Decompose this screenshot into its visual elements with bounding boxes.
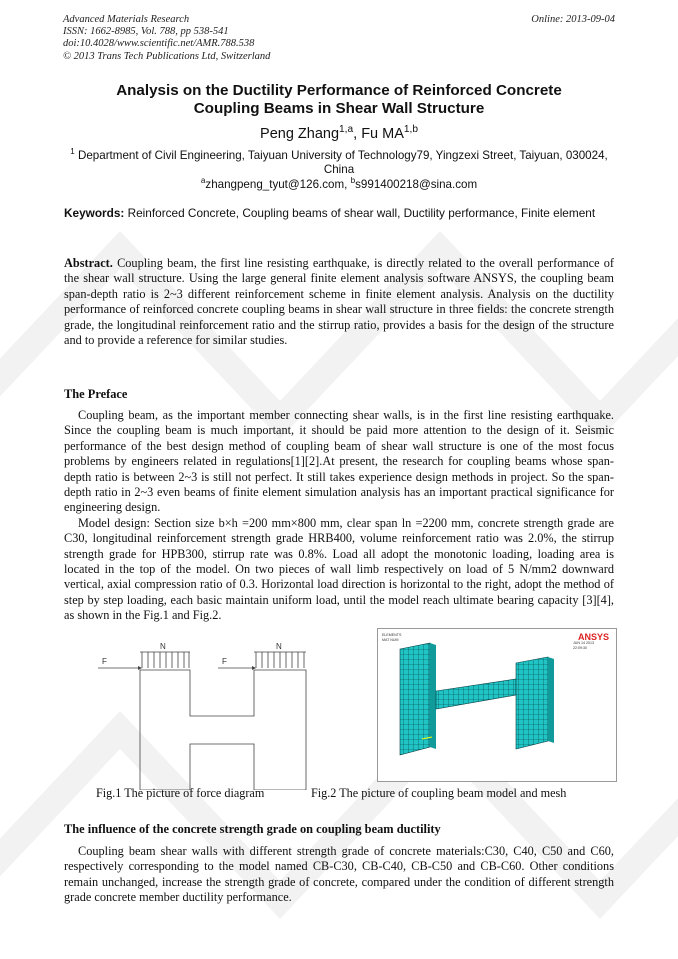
keywords-label: Keywords:	[64, 206, 125, 220]
concrete-strength-body	[64, 844, 614, 906]
ansys-panel	[377, 628, 617, 782]
abstract	[64, 256, 614, 348]
copyright-line: © 2013 Trans Tech Publications Ltd, Switzerland	[63, 50, 271, 62]
title-line-1: Analysis on the Ductility Performance of Reinforced Concrete	[116, 82, 562, 99]
paper-title	[40, 82, 638, 118]
label-f-left: F	[102, 657, 107, 666]
doi-line: doi:10.4028/www.scientific.net/AMR.788.538	[63, 38, 255, 50]
ansys-time: 22:09:30	[573, 646, 587, 650]
author-list	[40, 126, 638, 142]
label-n-right: N	[276, 642, 282, 651]
author-1-affil: 1,a	[339, 124, 354, 136]
email-a: zhangpeng_tyut@126.com	[205, 177, 345, 191]
ansys-info-1: ELEMENTS	[382, 633, 402, 637]
online-date: Online: 2013-09-04	[531, 14, 615, 25]
force-diagram	[94, 640, 344, 790]
fig1-caption: Fig.1 The picture of force diagram	[96, 786, 265, 800]
preface-paragraph-2: Model design: Section size b×h =200 mm×800 mm, clear span ln =2200 mm, concrete strength grade are C30, longitudinal reinforcement strength grade HRB400, volume reinforcement ratio was 2.0%, the stirrup strength grade for HPB300, stirrup rate was 0.8%. Load all adopt the monotonic loading, loading area is located in the top of the model. On two pieces of wall limb respectively on load of 5 N/mm2 downward vertical, axial compression ratio of 0.3. Horizontal load direction is horizontal to the right, adopt the method of step by step loading, each basic maintain uniform load, until the model reach ultimate bearing capacity [3][4], as shown in the Fig.1 and Fig.2.	[64, 515, 614, 623]
preface-paragraph-1: Coupling beam, as the important member connecting shear walls, is in the first line resisting earthquake. Since the coupling beam is much important, it should be paid more attention to the design of it. Seismic performance of the best design method of coupling beam of shear wall structure is one of the most focus problems by engineers related in regulations[1][2].At present, the research for coupling beams whose span-depth ratio is between 2~3 is still not perfect. It still takes experience design methods in project. So the span-depth ratio in 2~3 even beams of finite element simulation analysis has an important practical significance for engineering design.	[64, 408, 614, 515]
ansys-mesh-render	[378, 629, 616, 781]
ansys-date: JUN 14 2013	[573, 641, 594, 645]
abstract-label: Abstract.	[64, 256, 113, 270]
keywords	[64, 206, 614, 221]
ansys-info-2: MAT NUM	[382, 638, 399, 642]
author-1: Peng Zhang	[260, 126, 340, 142]
affil-number: 1	[70, 147, 75, 157]
abstract-text: Coupling beam, the first line resisting earthquake, is directly related to the overall performance of the shear wall structure. Using the large general finite element analysis software ANSYS, the coupling beam span-depth ratio is 2~3 different reinforcement scheme in finite element analysis. Analysis on the ductility performance of reinforced concrete coupling beams in shear wall structure in three fields: the concrete strength grade, the longitudinal reinforcement ratio and the stirrup ratio, provides a basis for the design of the structure and to provide a reference for similar studies.	[64, 256, 615, 348]
issn-line: ISSN: 1662-8985, Vol. 788, pp 538-541	[63, 26, 229, 38]
concrete-strength-paragraph: Coupling beam shear walls with different strength grade of concrete materials:C30, C40, C50 and C60, respectively corresponding to the model named CB-C30, CB-C40, CB-C50 and CB-C60. Other conditions remain unchanged, increase the strength grade of concrete, compared under the condition of different strength grade concrete member ductility performance.	[64, 844, 614, 905]
label-f-right: F	[222, 657, 227, 666]
affil-text: Department of Civil Engineering, Taiyuan University of Technology79, Yingzexi Street, Taiyuan, 030024, China	[77, 149, 608, 177]
author-separator: ,	[353, 126, 362, 142]
label-n-left: N	[160, 642, 166, 651]
email-b: s991400218@sina.com	[355, 177, 478, 191]
ansys-logo: ANSYS	[578, 632, 610, 642]
preface-body	[64, 408, 614, 624]
affiliation: $^1$ Department of Civil Engineering, Taiyuan University of Technology79, Yingzexi Street, Taiyuan, 030024, China $^a$zhangpeng_tyut@126.com, $^b$s991400218@sina.com	[70, 147, 608, 191]
section-heading-preface: The Preface	[64, 387, 128, 401]
title-line-2: Coupling Beams in Shear Wall Structure	[193, 100, 485, 117]
author-2-affil: 1,b	[403, 124, 418, 136]
author-2: Fu MA	[361, 126, 404, 142]
keywords-text: Reinforced Concrete, Coupling beams of shear wall, Ductility performance, Finite element	[127, 206, 596, 220]
section-heading-concrete-strength: The influence of the concrete strength grade on coupling beam ductility	[64, 822, 441, 836]
journal-header	[63, 14, 270, 63]
figure-row	[64, 630, 614, 800]
fig2-caption: Fig.2 The picture of coupling beam model and mesh	[311, 786, 567, 800]
journal-name: Advanced Materials Research	[63, 14, 190, 25]
